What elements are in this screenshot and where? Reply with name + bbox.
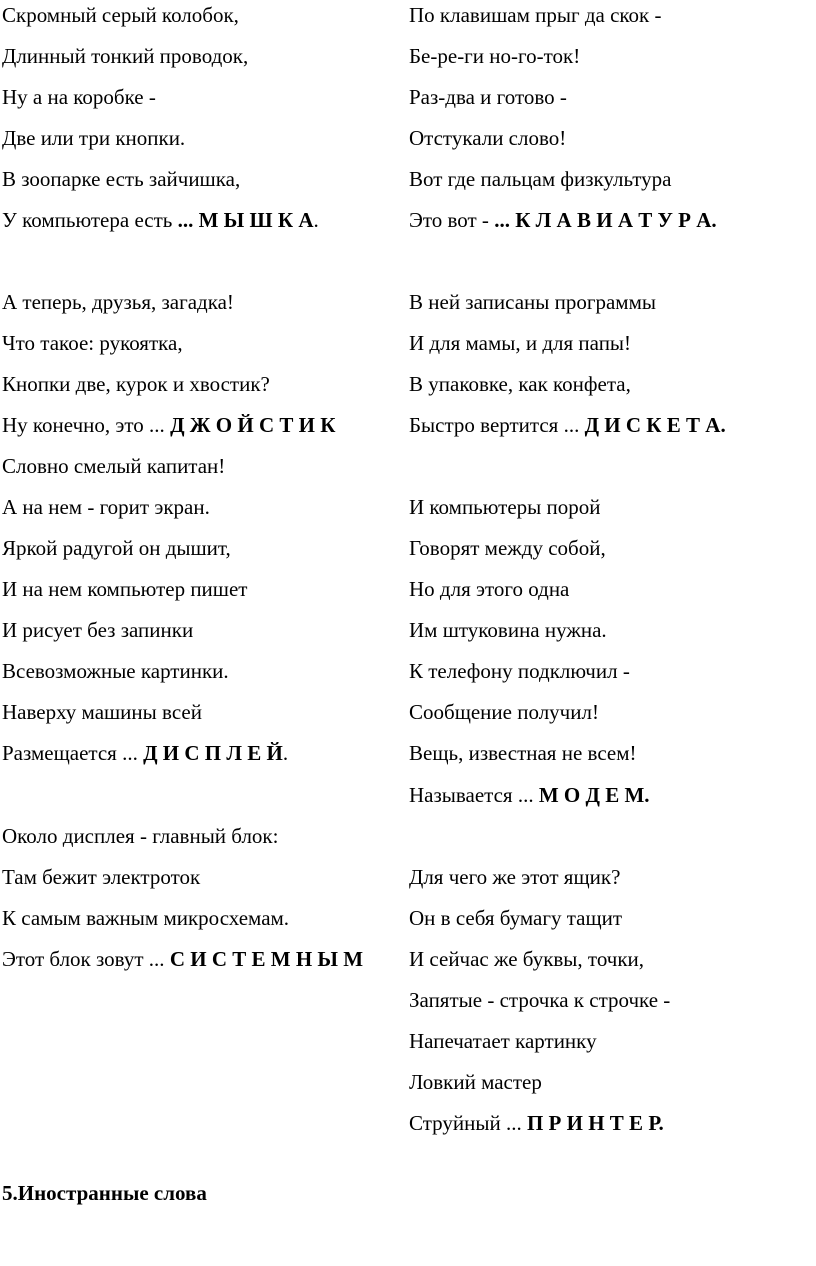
answer-mouse: ... М Ы Ш К А: [177, 208, 314, 232]
poem-line: Яркой радугой он дышит,: [2, 536, 231, 560]
poem-line: Что такое: рукоятка,: [2, 331, 183, 355]
poem-line: Раз-два и готово -: [409, 85, 567, 109]
poem-line: Но для этого одна: [409, 577, 570, 601]
poem-line: Длинный тонкий проводок,: [2, 44, 249, 68]
poem-line: В зоопарке есть зайчишка,: [2, 167, 241, 191]
poem-line: Вот где пальцам физкультура: [409, 167, 672, 191]
poem-line: Запятые - строчка к строчке -: [409, 988, 671, 1012]
poem-line: Он в себя бумагу тащит: [409, 906, 623, 930]
answer-diskette: Д И С К Е Т А.: [584, 413, 726, 437]
poem-line: Им штуковина нужна.: [409, 618, 607, 642]
poem-line: Ловкий мастер: [409, 1070, 542, 1094]
poem-line: И для мамы, и для папы!: [409, 331, 632, 355]
poem-line: Отстукали слово!: [409, 126, 567, 150]
poem-line: И рисует без запинки: [2, 618, 194, 642]
poem-line: Для чего же этот ящик?: [409, 865, 621, 889]
answer-modem: М О Д Е М.: [538, 783, 650, 807]
poem-line: Там бежит электроток: [2, 865, 201, 889]
poem-line: Скромный серый колобок,: [2, 3, 239, 27]
answer-display: Д И С П Л Е Й: [143, 741, 283, 765]
riddle-answer-line: Размещается ... Д И С П Л Е Й.: [2, 741, 289, 765]
poem-line: Говорят между собой,: [409, 536, 606, 560]
poem-line: Напечатает картинку: [409, 1029, 597, 1053]
riddle-answer-line: Это вот - ... К Л А В И А Т У Р А.: [409, 208, 717, 232]
poem-line: Всевозможные картинки.: [2, 659, 229, 683]
poem-line: К самым важным микросхемам.: [2, 906, 290, 930]
poem-line: К телефону подключил -: [409, 659, 630, 683]
riddle-answer-line: У компьютера есть ... М Ы Ш К А.: [2, 208, 319, 232]
riddle-answer-line: Быстро вертится ... Д И С К Е Т А.: [409, 413, 726, 437]
section-heading: 5.Иностранные слова: [2, 1181, 207, 1205]
poem-line: По клавишам прыг да скок -: [409, 3, 662, 27]
poem-line: В упаковке, как конфета,: [409, 372, 631, 396]
riddle-answer-line: Называется ... М О Д Е М.: [409, 783, 650, 807]
answer-printer: П Р И Н Т Е Р.: [526, 1111, 664, 1135]
poem-line: В ней записаны программы: [409, 290, 656, 314]
answer-joystick: Д Ж О Й С Т И К: [170, 413, 336, 437]
poem-line: Сообщение получил!: [409, 700, 599, 724]
poem-line: И на нем компьютер пишет: [2, 577, 248, 601]
poem-line: Наверху машины всей: [2, 700, 202, 724]
poem-line: Около дисплея - главный блок:: [2, 824, 279, 848]
poem-line: Словно смелый капитан!: [2, 454, 226, 478]
poem-line: Вещь, известная не всем!: [409, 741, 637, 765]
riddle-answer-line: Ну конечно, это ... Д Ж О Й С Т И К: [2, 413, 336, 437]
poem-line: И компьютеры порой: [409, 495, 601, 519]
poem-line: Кнопки две, курок и хвостик?: [2, 372, 270, 396]
riddle-answer-line: Струйный ... П Р И Н Т Е Р.: [409, 1111, 664, 1135]
poem-line: Две или три кнопки.: [2, 126, 186, 150]
poem-line: Бе-ре-ги но-го-ток!: [409, 44, 581, 68]
answer-keyboard: ... К Л А В И А Т У Р А.: [494, 208, 717, 232]
poem-line: А на нем - горит экран.: [2, 495, 210, 519]
poem-line: А теперь, друзья, загадка!: [2, 290, 234, 314]
riddle-answer-line: Этот блок зовут ... С И С Т Е М Н Ы М: [2, 947, 364, 971]
answer-system-unit: С И С Т Е М Н Ы М: [169, 947, 364, 971]
poem-line: Ну а на коробке -: [2, 85, 156, 109]
poem-line: И сейчас же буквы, точки,: [409, 947, 645, 971]
